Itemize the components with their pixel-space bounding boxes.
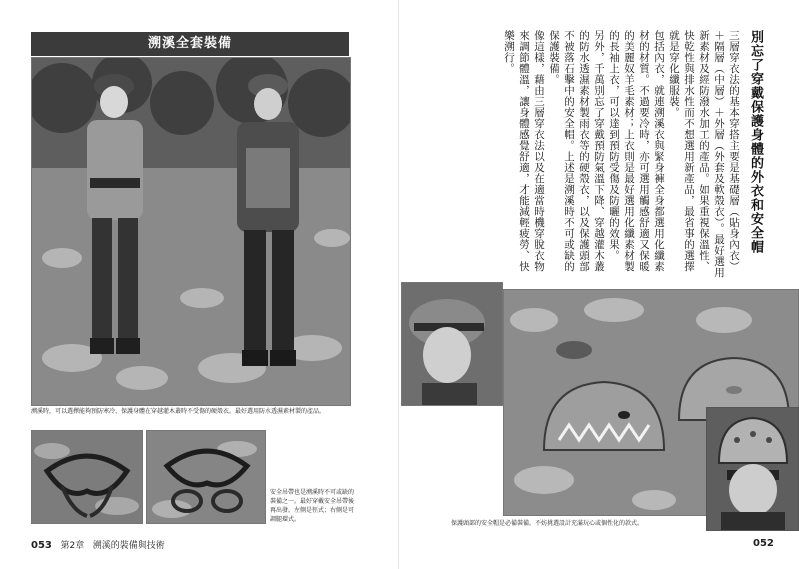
- helmet-caption: 保護頭部的安全帽是必備裝備。不妨挑選設計充滿玩心或個性化的款式。: [451, 520, 644, 527]
- helmet-portrait-photo: [401, 282, 503, 406]
- page-number: 052: [753, 538, 774, 549]
- harness-photo-2: [146, 430, 266, 524]
- paragraph-1: 三層穿衣法的基本穿搭主要是基礎層（貼身內衣）＋隔層（中層）＋外層（外套及軟殼衣）。最好選用新素材及經防潑水加工的產品。如果重視保溫性、快乾性與排水性而不想選用新產品，最省事的選擇就是穿化纖服裝。: [668, 30, 740, 278]
- helmet-man-photo: [706, 407, 799, 531]
- right-footer: [753, 538, 774, 549]
- chapter-label: 第2章: [60, 541, 85, 551]
- paragraph-4: 像這樣，藉由三層穿衣法以及在適當時機穿脫衣物來調節體溫，讓身體感覺舒適，才能減輕疲勞、快樂溯行。: [503, 30, 545, 272]
- right-page: [399, 0, 799, 569]
- canyoneering-gear-photo: [31, 57, 351, 406]
- section-title: 溯溪全套裝備: [31, 32, 349, 56]
- article-heading: 別忘了穿戴保護身體的外衣和安全帽: [748, 30, 763, 254]
- left-footer: [31, 538, 165, 551]
- left-page: [0, 0, 399, 569]
- paragraph-2: 包括內衣，就連溯溪衣與緊身褲全身都選用化纖素材的材質。不過要冷時，亦可選用觸感舒適又保暖的美麗奴羊毛素材；上衣則是最好選用化纖素材製的長袖上衣，可以達到預防受傷及防曬的效果。: [608, 30, 665, 272]
- harness-photo-1: [31, 430, 143, 524]
- paragraph-3: 另外，千萬別忘了穿戴預防氣溫下降、穿越灌木叢的防水透濕素材製雨衣等的硬殼衣，以及保護頭部不被落石擊中的安全帽。上述是溯溪時不可或缺的保護裝備。: [548, 30, 605, 272]
- article-body: [441, 30, 741, 282]
- chapter-title: 溯溪的裝備與技術: [92, 541, 165, 551]
- harness-caption: 安全吊帶也是溯溪時不可或缺的裝備之一。最好穿戴安全吊帶後再出發。左側是徑式；右側是可調腿環式。: [270, 489, 355, 523]
- gear-photo-caption: 溯溪時，可以選擇能夠預防寒冷、保護身體在穿越灌木叢時不受傷的硬殼衣。最好選用防水透濕素材製的產品。: [31, 408, 326, 415]
- page-number: 053: [31, 540, 52, 551]
